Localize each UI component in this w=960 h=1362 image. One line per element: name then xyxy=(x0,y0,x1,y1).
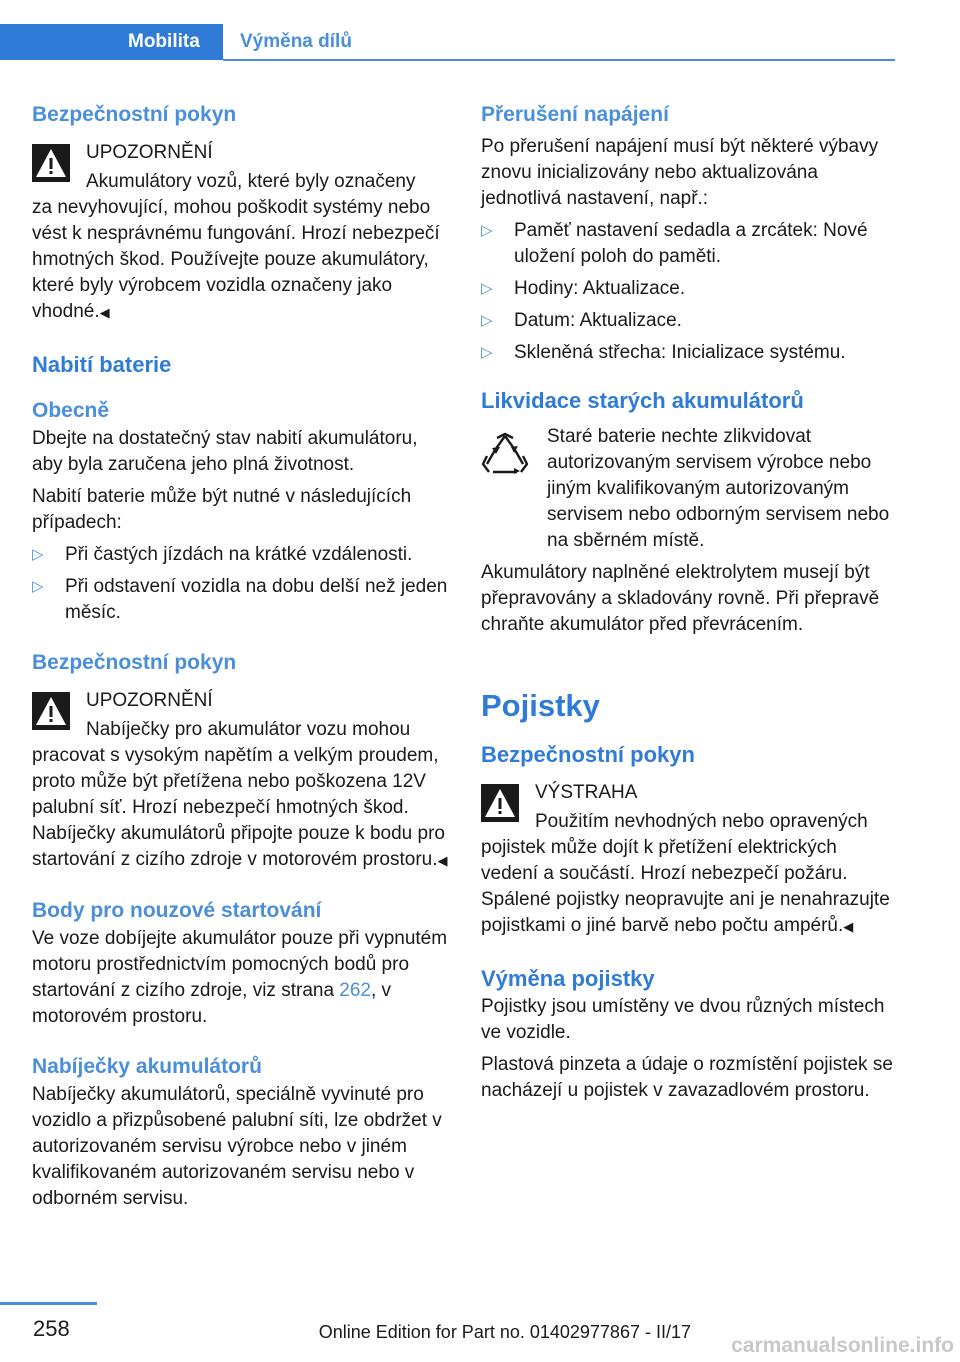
power-paragraph: Po přerušení napájení musí být některé výbavy znovu inicializovány nebo aktualizována jednotlivá nastavení, např.: xyxy=(481,136,879,209)
tab-vymena-dilu-label[interactable]: Výměna dílů xyxy=(240,31,352,52)
warning-text-rest: pracovat s vysokým napětím a velkým proudem, proto může být přetížena nebo poškozena 12V palubní síť. Hrozí nebezpečí hmotných škod. Nabíječky akumulátorů připojte pouze k bodu pro startování z cizího zdroje v motorovém prostoru. xyxy=(32,745,445,870)
warning-block xyxy=(32,140,452,326)
warning-triangle-icon xyxy=(481,784,519,822)
fuses-title: Pojistky xyxy=(481,688,600,723)
general-paragraph-2: Nabití baterie může být nutné v následujících případech: xyxy=(32,486,412,533)
warning-text-first: Nabíječky pro akumulátor vozu mohou xyxy=(86,719,411,740)
jump-start-text-end: , v motorovém prostoru. xyxy=(32,980,392,1027)
chargers-paragraph: Nabíječky akumulátorů, speciálně vyvinuté pro vozidlo a přizpůsobené palubní síti, lze obdržet v autorizovaném servisu výrobce nebo v jiném kvalifikovaném autorizovaném servisu nebo v odborném servisu. xyxy=(32,1084,442,1209)
warning-text-rest: pojistek může dojít k přetížení elektrických vedení a součástí. Hrozí nebezpečí požáru. Spálené pojistky neopravujte ani je nenahrazujte pojistkami o jiné barvě nebo počtu ampérů. xyxy=(481,837,890,936)
warning-text xyxy=(32,743,452,874)
warning-block xyxy=(32,688,452,874)
bullet-icon: ▷ xyxy=(32,578,44,595)
end-mark-icon: ◀ xyxy=(843,919,854,934)
list-item xyxy=(32,574,452,626)
warning-text-first: Akumulátory vozů, které byly označeny xyxy=(86,171,416,192)
warning-triangle-icon xyxy=(32,144,70,182)
warning-text xyxy=(481,835,899,940)
bullet-icon: ▷ xyxy=(481,222,493,239)
disposal-heading: Likvidace starých akumulátorů xyxy=(481,388,804,413)
warning-triangle-icon xyxy=(32,692,70,730)
list-item-text: Při odstavení vozidla na dobu delší než jeden měsíc. xyxy=(65,576,448,623)
right-column xyxy=(481,100,899,1104)
power-interruption-heading: Přerušení napájení xyxy=(481,103,669,126)
safety-heading: Bezpečnostní pokyn xyxy=(481,742,695,767)
page-link[interactable]: 262 xyxy=(339,980,371,1001)
warning-label: VÝSTRAHA xyxy=(535,782,638,803)
recycle-icon xyxy=(481,430,529,478)
end-mark-icon: ◀ xyxy=(99,305,110,320)
warning-label: UPOZORNĚNÍ xyxy=(86,690,213,711)
list-item xyxy=(481,340,899,366)
disposal-paragraph-2: Akumulátory naplněné elektrolytem musejí být přepravovány a skladovány rovně. Při přepravě chraňte akumulátor před převrácením. xyxy=(481,562,880,635)
charging-heading: Nabití baterie xyxy=(32,352,172,377)
footer-divider xyxy=(0,1302,97,1305)
jump-start-paragraph xyxy=(32,926,452,1030)
power-list xyxy=(481,218,899,366)
bullet-icon: ▷ xyxy=(481,344,493,361)
list-item-text: Skleněná střecha: Inicializace systému. xyxy=(514,342,846,363)
fuse-replace-heading: Výměna pojistky xyxy=(481,966,655,991)
warning-text xyxy=(32,195,452,326)
warning-text-rest: za nevyhovující, mohou poškodit systémy nebo vést k nesprávnému fungování. Hrozí nebezpečí hmotných škod. Používejte pouze akumulátory, které byly výrobcem vozidla označeny jako vhodné. xyxy=(32,197,440,322)
list-item-text: Hodiny: Aktualizace. xyxy=(514,278,686,299)
disposal-block xyxy=(481,424,899,554)
general-list xyxy=(32,542,452,626)
bullet-icon: ▷ xyxy=(481,280,493,297)
edition-text: Online Edition for Part no. 01402977867 - II/17 xyxy=(318,1322,691,1342)
chargers-heading: Nabíječky akumulátorů xyxy=(32,1055,262,1078)
safety-heading: Bezpečnostní pokyn xyxy=(32,651,237,674)
tab-mobilita-label: Mobilita xyxy=(128,31,200,52)
general-paragraph-1: Dbejte na dostatečný stav nabití akumulátoru, aby byla zaručena jeho plná životnost. xyxy=(32,428,418,475)
fuse-replace-paragraph-1: Pojistky jsou umístěny ve dvou různých místech ve vozidle. xyxy=(481,996,885,1043)
bullet-icon: ▷ xyxy=(481,312,493,329)
warning-label: UPOZORNĚNÍ xyxy=(86,142,213,163)
jump-start-text: Ve voze dobíjejte akumulátor pouze při vypnutém motoru prostřednictvím pomocných bodů pro startování z cizího zdroje, viz strana xyxy=(32,928,448,1001)
list-item xyxy=(481,308,899,334)
fuse-replace-paragraph-2: Plastová pinzeta a údaje o rozmístění pojistek se nacházejí u pojistek v zavazadlovém prostoru. xyxy=(481,1054,893,1101)
list-item-text: Při častých jízdách na krátké vzdálenosti. xyxy=(65,544,413,565)
list-item-text: Paměť nastavení sedadla a zrcátek: Nové uložení poloh do paměti. xyxy=(514,220,868,267)
list-item xyxy=(32,542,452,568)
list-item xyxy=(481,276,899,302)
left-column xyxy=(32,100,452,1212)
warning-block xyxy=(481,780,899,940)
watermark: carmanualsonline.info xyxy=(731,1334,954,1357)
jump-start-heading: Body pro nouzové startování xyxy=(32,899,322,922)
disposal-paragraph-1: Staré baterie nechte zlikvidovat autorizovaným servisem výrobce nebo jiným kvalifikovaným autorizovaným servisem nebo odborným servisem nebo na sběrném místě. xyxy=(547,426,890,551)
safety-heading: Bezpečnostní pokyn xyxy=(32,103,237,126)
bullet-icon: ▷ xyxy=(32,546,44,563)
list-item xyxy=(481,218,899,270)
header-divider xyxy=(223,59,895,61)
list-item-text: Datum: Aktualizace. xyxy=(514,310,682,331)
end-mark-icon: ◀ xyxy=(437,853,448,868)
chapter-header xyxy=(0,0,960,64)
general-heading: Obecně xyxy=(32,399,110,422)
page-number: 258 xyxy=(33,1316,70,1341)
warning-text-first: Použitím nevhodných nebo opravených xyxy=(535,811,868,832)
